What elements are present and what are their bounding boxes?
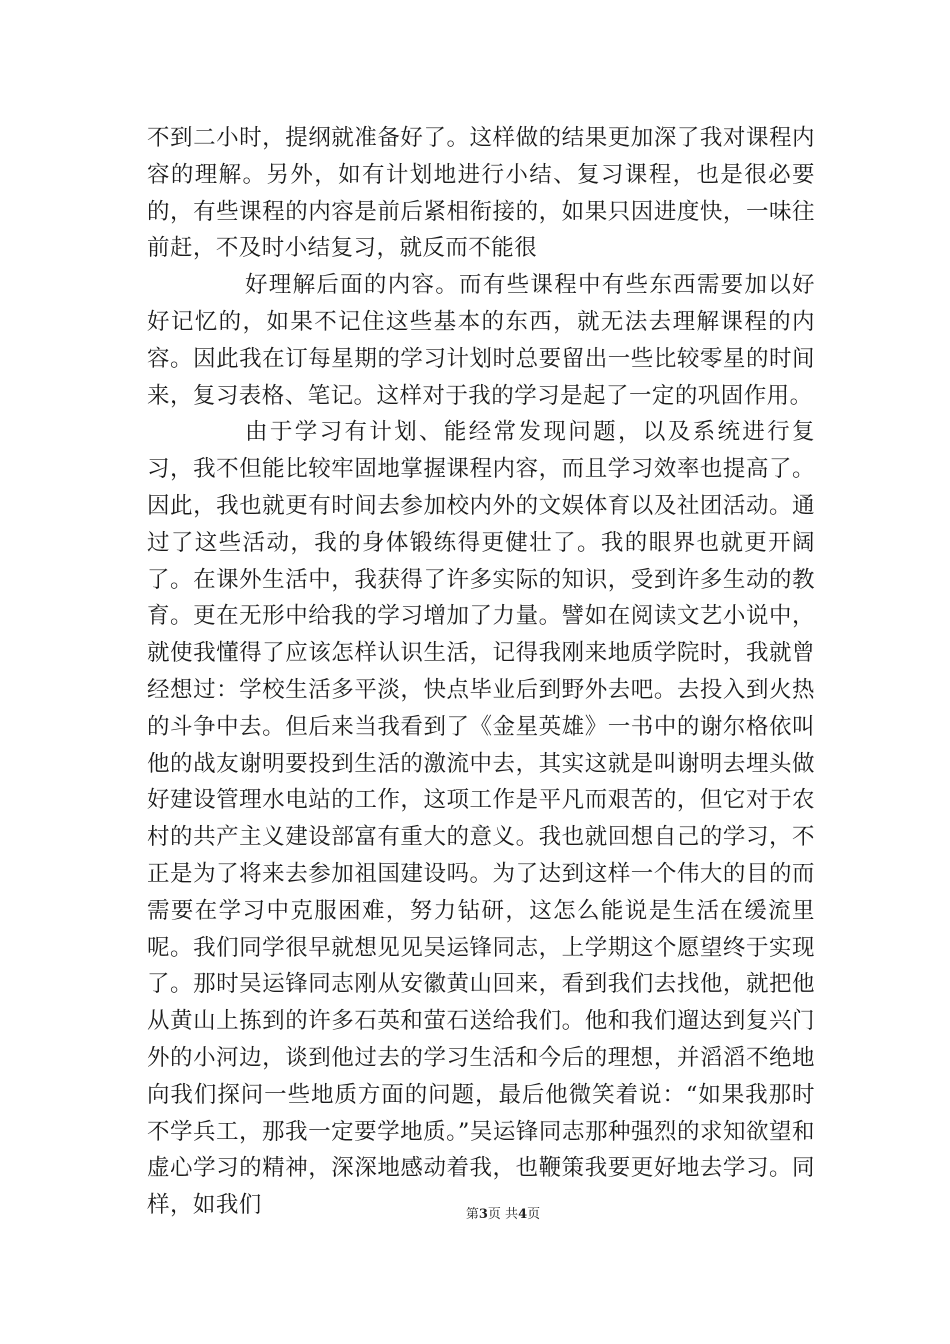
- page-footer: [0, 1207, 950, 1223]
- paragraph-continuation: 不到二小时，提纲就准备好了。这样做的结果更加深了我对课程内容的理解。另外，如有计划地进行小结、复习课程，也是很必要的，有些课程的内容是前后紧相衔接的，如果只因进度快，一味往前赶，不及时小结复习，就反而不能很: [147, 125, 815, 262]
- total-pages-number: 4: [518, 1207, 528, 1222]
- footer-prefix: 第: [465, 1207, 479, 1222]
- paragraph-review: 好理解后面的内容。而有些课程中有些东西需要加以好好记忆的，如果不记住这些基本的东西，就无法去理解课程的内容。因此我在订每星期的学习计划时总要留出一些比较零星的时间来，复习表格、笔记。这样对于我的学习是起了一定的巩固作用。: [147, 272, 815, 409]
- footer-middle: 页 共: [487, 1207, 519, 1222]
- paragraph-activities: 由于学习有计划、能经常发现问题，以及系统进行复习，我不但能比较牢固地掌握课程内容，而且学习效率也提高了。因此，我也就更有时间去参加校内外的文娱体育以及社团活动。通过了这些活动，我的身体锻练得更健壮了。我的眼界也就更开阔了。在课外生活中，我获得了许多实际的知识，受到许多生动的教育。更在无形中给我的学习增加了力量。譬如在阅读文艺小说中，就使我懂得了应该怎样认识生活，记得我刚来地质学院时，我就曾经想过：学校生活多平淡，快点毕业后到野外去吧。去投入到火热的斗争中去。但后来当我看到了《金星英雄》一书中的谢尔格依叫他的战友谢明要投到生活的激流中去，其实这就是叫谢明去埋头做好建设管理水电站的工作，这项工作是平凡而艰苦的，但它对于农村的共产主义建设部富有重大的意义。我也就回想自己的学习，不正是为了将来去参加祖国建设吗。为了达到这样一个伟大的目的而需要在学习中克服困难，努力钻研，这怎么能说是生活在缓流里呢。我们同学很早就想见见吴运锋同志，上学期这个愿望终于实现了。那时吴运锋同志刚从安徽黄山回来，看到我们去找他，就把他从黄山上拣到的许多石英和萤石送给我们。他和我们遛达到复兴门外的小河边，谈到他过去的学习生活和今后的理想，并滔滔不绝地向我们探问一些地质方面的问题，最后他微笑着说：“如果我那时不学兵工，那我一定要学地质。”吴运锋同志那种强烈的求知欲望和虚心学习的精神，深深地感动着我，也鞭策我要更好地去学习。同样，如我们: [147, 419, 815, 1219]
- current-page-number: 3: [478, 1207, 488, 1222]
- body-text: [147, 120, 815, 1224]
- footer-suffix: 页: [527, 1207, 541, 1222]
